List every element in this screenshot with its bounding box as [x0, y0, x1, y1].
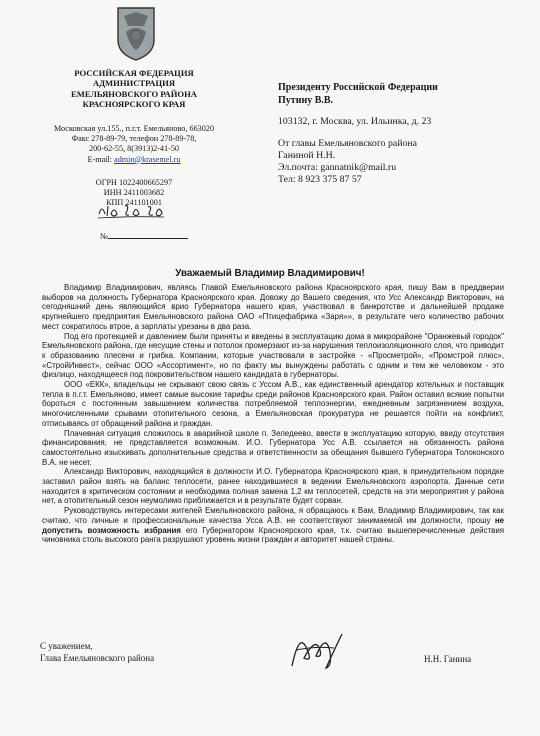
- issuer-country: РОССИЙСКАЯ ФЕДЕРАЦИЯ: [74, 68, 194, 78]
- kpp-number: КПП 241101001: [106, 198, 162, 208]
- sender-email: Эл.почта: gannatnik@mail.ru: [278, 162, 397, 173]
- signatory-name: Н.Н. Ганина: [424, 654, 472, 664]
- addressee-title: Президенту Российской Федерации: [278, 82, 438, 93]
- issuer-address: [40, 124, 228, 165]
- issuer-region: КРАСНОЯРСКОГО КРАЯ: [82, 99, 186, 110]
- paragraph-6: [42, 506, 504, 545]
- paragraph-6-end: его Губернатором Красноярского края, т.к. считаю вышеперечисленные действия чиновника столь высокого ранга разрушают уровень жизни граждан и авторитет нашей страны.: [42, 525, 504, 545]
- addressee-address: 103132, г. Москва, ул. Ильинка, д. 23: [278, 116, 432, 127]
- coat-of-arms-icon: [116, 6, 156, 62]
- signature: [286, 622, 346, 674]
- addressee-name: Путину В.В.: [278, 94, 334, 106]
- paragraph-6-emphasis: не допустить возможность избрания: [42, 515, 504, 535]
- closing-block: [40, 640, 154, 664]
- issuer-district: ЕМЕЛЬЯНОВСКОГО РАЙОНА: [70, 88, 197, 99]
- paragraph-2: Под его протекцией и давлением были приняты и введены в эксплуатацию дома в микрорайоне "Оранжевый городок" Емельяновского района, где несущие стены и потолок промерзают из-за нарушения теплоизоляционного слоя, что приводит к образованию плесени и грибка. Компании, которые участвовали в застройке - «Просметрой», «Промстрой плюс», «СтройИнвест», сейчас ООО «Ассортимент», но по факту мы вынуждены работать с одним и тем же человеком - это физлицо, находящееся под покровительством нашего кандидата в губернаторы.: [42, 331, 504, 380]
- issuer-administration: АДМИНИСТРАЦИЯ: [92, 78, 176, 89]
- inn-number: ИНН 2411003682: [103, 188, 165, 198]
- paragraph-5: Александр Викторович, находящийся в должности И.О. Губернатора Красноярского края, в принудительном порядке заставил район взять на баланс теплосети, ранее находившиеся в ведении Емельяновского аэропорта. Данные сети находится в критическом состоянии и необходима полная замена 1,2 км теплосетей, средств на эти мероприятия у района нет, а отопительный сезон неумолимо приближается и в результате будет сорван.: [42, 467, 504, 506]
- paragraph-3: ООО «ЕКК», владельцы не скрывают свою связь с Уссом А.В., как единственный арендатор котельных и поставщик тепла в п.г.т. Емельяново, имеет самые высокие тарифы среди районов Красноярского края. Район оставил всякие попытки бороться с постоянным завышением количества потребляемой теплоэнергии, ежедневным загрязнением воздуха, многочисленными срывами отопительного сезона, а Емельяновская прокуратура не решается пойти на конфликт, отписываясь от обращений района и граждан.: [42, 380, 504, 428]
- issuer-header: [40, 68, 228, 110]
- sender-phone: Тел: 8 923 375 87 57: [278, 174, 362, 185]
- address-line-2: Факс 278-89-79, телефон 278-89-78,: [71, 134, 197, 144]
- closing-position: Глава Емельяновского района: [40, 653, 155, 663]
- paragraph-1: Владимир Владимирович, являясь Главой Емельяновского района Красноярского края, пишу Вам в преддверии выборов на должность Губернатора Красноярского края. Довожу до Вашего сведения, что Усс Александр Викторович, на сегодняшний день являющийся врио Губернатора нашего края, участвовал в банкротстве и дальнейшей продаже крупнейшего предприятия Емельяновского района ОАО «Птицефабрика «Заря»», в результате чего количество рабочих мест сократилось втрое, а зарплаты урезаны в два раза.: [42, 283, 504, 331]
- address-line-1: Московская ул.155., п.г.т. Емельяново, 663020: [53, 124, 215, 133]
- email-line: [40, 155, 228, 165]
- email-link[interactable]: admin@krasemel.ru: [114, 154, 181, 164]
- letter-body: [42, 283, 504, 545]
- ogrn-number: ОГРН 1022400665297: [95, 178, 173, 187]
- number-blank: [108, 230, 188, 239]
- salutation: Уважаемый Владимир Владимирович!: [175, 268, 365, 279]
- outgoing-number: [100, 230, 188, 241]
- handwritten-date: [96, 202, 166, 220]
- closing-regards: С уважением,: [40, 641, 93, 651]
- sender-title: От главы Емельяновского района: [278, 138, 417, 149]
- paragraph-4: Плачевная ситуация сложилось в аварийной школе п. Зеледеево, ввести в эксплуатацию которую, ввиду отсутствия финансирования, не представляется возможным. И.О. Губернатора Усс А.В. ссылается на обязанность района самостоятельно изыскивать дополнительные средства и ответственности за обещания бывшего Губернатора Толоконского В.А. не несет.: [42, 428, 504, 467]
- email-label: E-mail:: [87, 154, 115, 164]
- addressee-block: [278, 82, 508, 186]
- number-label: №: [100, 232, 108, 241]
- sender-name: Ганиной Н.Н.: [278, 150, 336, 161]
- paragraph-6-start: Руководствуясь интересами жителей Емельяновского района, я обращаюсь к Вам, Владимир Владимирович, так как считаю, что личные и профессиональные качества Усса А.В. не соответствуют занимаемой им должности, прошу: [42, 506, 504, 525]
- address-line-3: 200-62-55, 8(3913)2-41-50: [88, 144, 180, 154]
